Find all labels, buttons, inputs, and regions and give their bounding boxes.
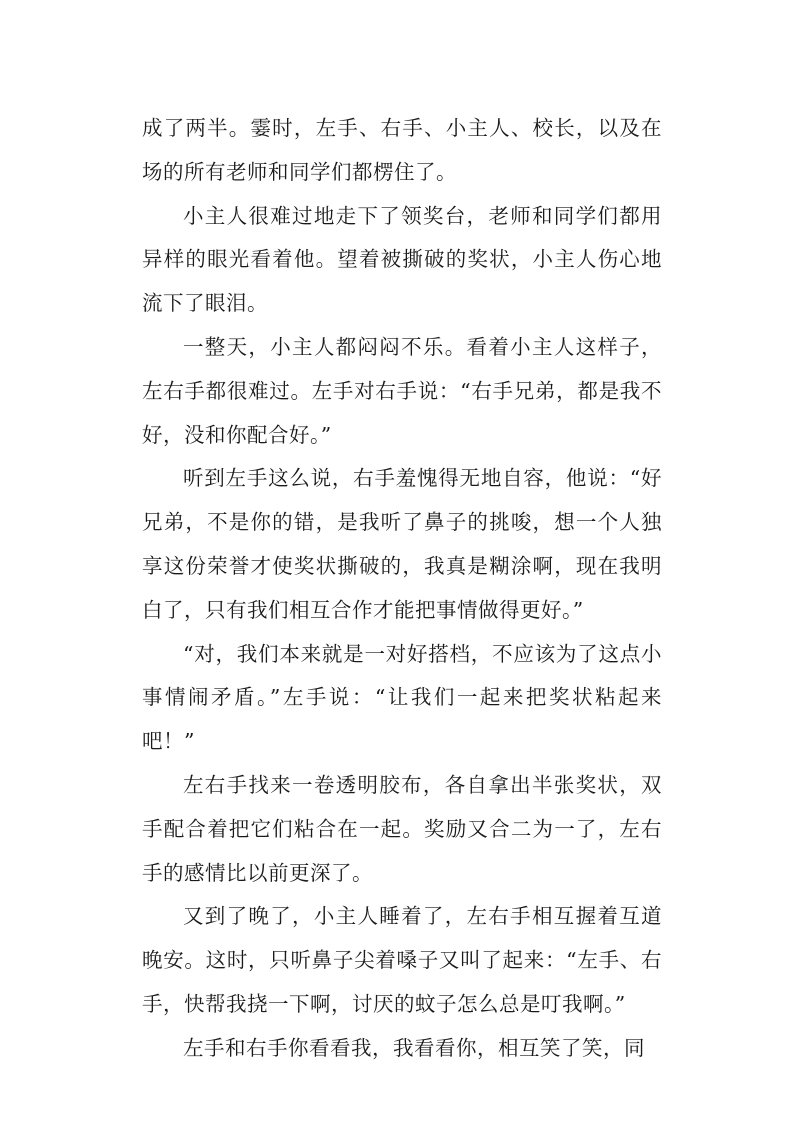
paragraph: 左手和右手你看看我，我看看你，相互笑了笑，同 — [183, 1035, 645, 1060]
story-text — [142, 107, 662, 1071]
paragraph: 又到了晚了，小主人睡着了，左右手相互握着互道晚安。这时，只听鼻子尖着嗓子又叫了起来：“左手、右手，快帮我挠一下啊，讨厌的蚊子怎么总是叮我啊。” — [142, 904, 662, 1016]
paragraph: 一整天，小主人都闷闷不乐。看着小主人这样子，左右手都很难过。左手对右手说：“右手兄弟，都是我不好，没和你配合好。” — [142, 334, 662, 447]
paragraph: 成了两半。霎时，左手、右手、小主人、校长，以及在场的所有老师和同学们都楞住了。 — [142, 116, 662, 184]
paragraph: 左右手找来一卷透明胶布，各自拿出半张奖状，双手配合着把它们粘合在一起。奖励又合二为一了，左右手的感情比以前更深了。 — [142, 772, 662, 885]
paragraph: 听到左手这么说，右手羞愧得无地自容，他说：“好兄弟，不是你的错，是我听了鼻子的挑唆，想一个人独享这份荣誉才使奖状撕破的，我真是糊涂啊，现在我明白了，只有我们相互合作才能把事情做得更好。” — [142, 466, 662, 622]
paragraph: 小主人很难过地走下了领奖台，老师和同学们都用异样的眼光看着他。望着被撕破的奖状，小主人伤心地流下了眼泪。 — [142, 203, 662, 316]
paragraph: “对，我们本来就是一对好搭档，不应该为了这点小事情闹矛盾。”左手说：“让我们一起来把奖状粘起来吧！” — [142, 641, 662, 754]
